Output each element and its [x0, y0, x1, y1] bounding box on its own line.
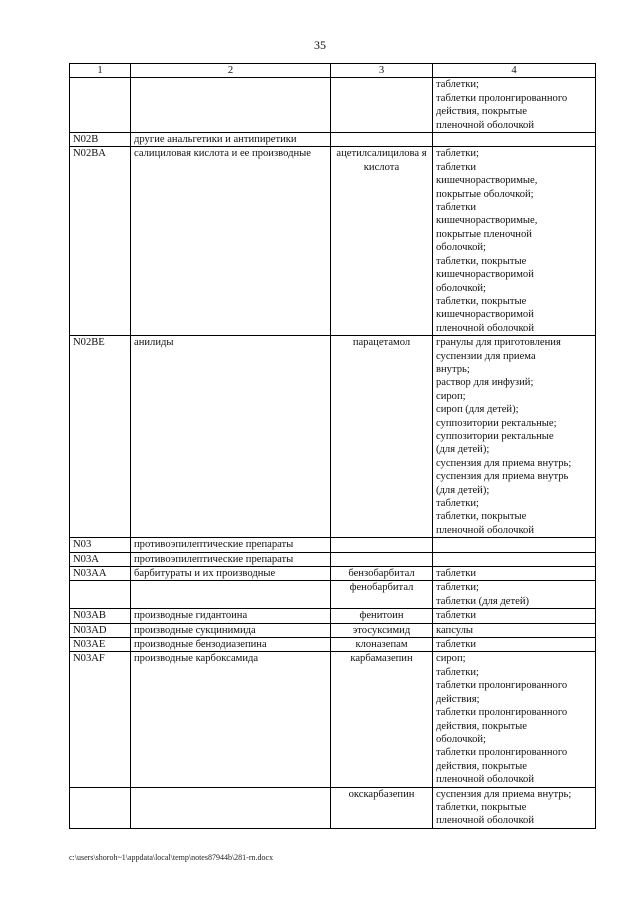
group-name-cell: салициловая кислота и ее производные: [131, 147, 331, 336]
dosage-forms-cell: [433, 567, 596, 581]
table-row: [70, 638, 596, 652]
dosage-form-line: таблетки: [436, 568, 477, 580]
table-row: [70, 567, 596, 581]
dosage-form-line: таблетки;: [436, 582, 479, 594]
table-row: [70, 652, 596, 787]
group-name-cell: [131, 787, 331, 828]
dosage-form-line: внутрь;: [436, 363, 470, 375]
dosage-form-line: таблетки пролонгированного: [436, 747, 568, 759]
dosage-form-line: таблетки: [436, 610, 477, 622]
dosage-form-line: действия, покрытые: [436, 720, 527, 732]
group-name-cell: противоэпилептические препараты: [131, 552, 331, 566]
dosage-form-line: таблетки, покрытые: [436, 255, 527, 267]
column-header: 4: [433, 64, 596, 78]
dosage-form-line: суспензия для приема внутрь: [436, 471, 569, 483]
dosage-form-line: пленочной оболочкой: [436, 815, 535, 827]
dosage-forms-cell: [433, 552, 596, 566]
dosage-forms-cell: [433, 623, 596, 637]
table-row: [70, 787, 596, 828]
dosage-form-line: пленочной оболочкой: [436, 322, 535, 334]
footer-file-path: c:\users\shoroh~1\appdata\local\temp\notes87944b\281-rn.docx: [69, 853, 274, 862]
dosage-form-line: суспензия для приема внутрь;: [436, 788, 572, 800]
dosage-form-line: кишечнорастворимые,: [436, 215, 538, 227]
dosage-form-line: суппозитории ректальные: [436, 430, 554, 442]
dosage-form-line: оболочкой;: [436, 733, 486, 745]
dosage-form-line: сироп;: [436, 390, 466, 402]
drug-name-cell: бензобарбитал: [331, 567, 433, 581]
dosage-forms-cell: [433, 787, 596, 828]
table-row: [70, 133, 596, 147]
table-row: [70, 552, 596, 566]
atc-code-cell: N03AA: [70, 567, 131, 581]
group-name-cell: противоэпилептические препараты: [131, 538, 331, 552]
dosage-form-line: гранулы для приготовления: [436, 337, 561, 349]
dosage-form-line: суспензия для приема внутрь;: [436, 457, 572, 469]
dosage-form-line: (для детей);: [436, 444, 490, 456]
drug-name-cell: этосуксимид: [331, 623, 433, 637]
dosage-form-line: таблетки;: [436, 498, 479, 509]
drug-name-cell: клоназепам: [331, 638, 433, 652]
atc-code-cell: N03: [70, 538, 131, 552]
drug-name-cell: фенобарбитал: [331, 581, 433, 609]
dosage-form-line: капсулы: [436, 624, 474, 636]
dosage-forms-cell: [433, 336, 596, 538]
table-body: [70, 78, 596, 828]
dosage-form-line: таблетки (для детей): [436, 595, 530, 607]
drug-name-cell: фенитоин: [331, 609, 433, 623]
page-number: 35: [314, 38, 326, 52]
table-row: [70, 147, 596, 336]
drug-name-cell: окскарбазепин: [331, 787, 433, 828]
drug-table: [69, 63, 596, 829]
dosage-form-line: суспензии для приема: [436, 350, 536, 362]
drug-name-cell: [331, 552, 433, 566]
dosage-form-line: пленочной оболочкой: [436, 524, 535, 536]
group-name-cell: [131, 581, 331, 609]
dosage-form-line: таблетки пролонгированного: [436, 92, 568, 104]
drug-name-cell: ацетилсалицилова я кислота: [331, 147, 433, 336]
group-name-cell: другие анальгетики и антипиретики: [131, 133, 331, 147]
group-name-cell: производные сукцинимида: [131, 623, 331, 637]
group-name-cell: [131, 78, 331, 133]
drug-name-cell: парацетамол: [331, 336, 433, 538]
dosage-form-line: пленочной оболочкой: [436, 774, 535, 786]
dosage-forms-cell: [433, 638, 596, 652]
dosage-form-line: (для детей);: [436, 484, 490, 496]
column-header: 3: [331, 64, 433, 78]
dosage-forms-cell: [433, 538, 596, 552]
drug-name-cell: [331, 538, 433, 552]
dosage-form-line: таблетки;: [436, 148, 479, 160]
dosage-forms-cell: [433, 78, 596, 133]
dosage-form-line: таблетки;: [436, 79, 479, 91]
drug-name-cell: [331, 78, 433, 133]
dosage-form-line: раствор для инфузий;: [436, 377, 534, 389]
dosage-form-line: действия;: [436, 693, 480, 705]
atc-code-cell: [70, 581, 131, 609]
group-name-cell: производные карбоксамида: [131, 652, 331, 787]
dosage-form-line: кишечнорастворимые,: [436, 175, 538, 187]
dosage-form-line: сироп;: [436, 653, 466, 665]
group-name-cell: производные бензодиазепина: [131, 638, 331, 652]
dosage-form-line: оболочкой;: [436, 282, 486, 294]
atc-code-cell: N03AD: [70, 623, 131, 637]
dosage-forms-cell: [433, 147, 596, 336]
atc-code-cell: N03AB: [70, 609, 131, 623]
dosage-form-line: таблетки;: [436, 666, 479, 678]
dosage-form-line: сироп (для детей);: [436, 404, 519, 416]
atc-code-cell: N02B: [70, 133, 131, 147]
atc-code-cell: N03AE: [70, 638, 131, 652]
dosage-forms-cell: [433, 652, 596, 787]
column-header: 1: [70, 64, 131, 78]
atc-code-cell: N02BE: [70, 336, 131, 538]
dosage-form-line: кишечнорастворимой: [436, 309, 534, 321]
table-row: [70, 78, 596, 133]
dosage-form-line: покрытые оболочкой;: [436, 188, 534, 200]
group-name-cell: анилиды: [131, 336, 331, 538]
atc-code-cell: N03AF: [70, 652, 131, 787]
dosage-form-line: покрытые пленочной: [436, 228, 532, 240]
dosage-form-line: таблетки пролонгированного: [436, 680, 568, 692]
dosage-form-line: таблетки: [436, 202, 477, 214]
dosage-form-line: пленочной оболочкой: [436, 119, 535, 131]
table-row: [70, 623, 596, 637]
dosage-forms-cell: [433, 133, 596, 147]
dosage-form-line: действия, покрытые: [436, 760, 527, 772]
drug-name-cell: карбамазепин: [331, 652, 433, 787]
dosage-form-line: таблетки, покрытые: [436, 295, 527, 307]
table-row: [70, 336, 596, 538]
drug-name-cell: [331, 133, 433, 147]
group-name-cell: барбитураты и их производные: [131, 567, 331, 581]
column-header: 2: [131, 64, 331, 78]
dosage-form-line: таблетки: [436, 161, 477, 173]
dosage-forms-cell: [433, 609, 596, 623]
atc-code-cell: N03A: [70, 552, 131, 566]
group-name-cell: производные гидантоина: [131, 609, 331, 623]
dosage-form-line: суппозитории ректальные;: [436, 417, 557, 429]
dosage-form-line: таблетки, покрытые: [436, 511, 527, 523]
dosage-form-line: таблетки пролонгированного: [436, 707, 568, 719]
dosage-form-line: таблетки, покрытые: [436, 801, 527, 813]
table-row: [70, 581, 596, 609]
atc-code-cell: N02BA: [70, 147, 131, 336]
dosage-form-line: действия, покрытые: [436, 106, 527, 118]
dosage-form-line: оболочкой;: [436, 242, 486, 254]
table-row: [70, 538, 596, 552]
table-row: [70, 609, 596, 623]
dosage-form-line: таблетки: [436, 639, 477, 651]
table-header-row: [70, 64, 596, 78]
dosage-form-line: кишечнорастворимой: [436, 269, 534, 281]
atc-code-cell: [70, 78, 131, 133]
atc-code-cell: [70, 787, 131, 828]
dosage-forms-cell: [433, 581, 596, 609]
